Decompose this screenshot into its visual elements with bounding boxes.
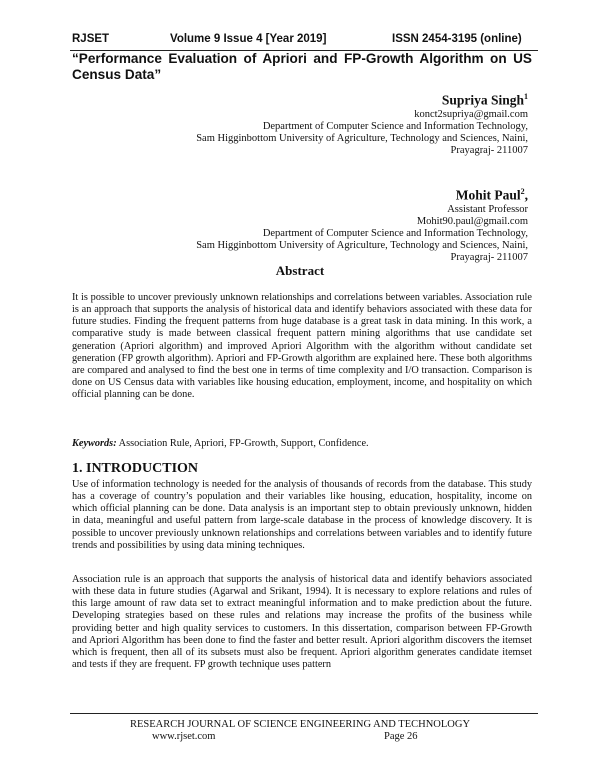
footer-line: [152, 731, 452, 742]
author-university: Sam Higginbottom University of Agriculture, Technology and Sciences, Naini,: [196, 132, 528, 144]
author-name: Mohit Paul$^2$,: [455, 187, 528, 203]
footer-rule: [70, 713, 538, 714]
keywords-text: Association Rule, Apriori, FP-Growth, Support, Confidence.: [116, 438, 369, 449]
author-dept: Department of Computer Science and Information Technology,: [262, 227, 528, 239]
author-block-2: [58, 183, 528, 265]
footer-journal-name: RESEARCH JOURNAL OF SCIENCE ENGINEERING AND TECHNOLOGY: [129, 719, 471, 730]
keywords-label: Keywords:: [72, 438, 117, 449]
author-email: Mohit90.paul@gmail.com: [416, 215, 528, 227]
issn: ISSN 2454-3195 (online): [392, 33, 522, 45]
author-block-1: [58, 88, 528, 157]
author-dept: Department of Computer Science and Information Technology,: [262, 120, 528, 132]
paper-title: “Performance Evaluation of Apriori and FP-Growth Algorithm on US Census Data”: [72, 51, 532, 82]
intro-paragraph-2: Association rule is an approach that supports the analysis of historical data and identify behaviors associated with these data in future studies (Agarwal and Srikant, 1994). It is necessary to explore relations and rules of this large amount of raw data set to extract meaningful information and to make prediction about the future. Developing strategies based on these rules and relations may increase the profits of the business while providing better and high quality services to customers. In this dissertation, comparison between FP-Growth and Apriori Algorithm has been done to find the faster and better result. Apriori algorithm discovers the itemset which is frequent, then all of its subsets must also be frequent. Apriori algorithm generates candidate itemset and tests if they are frequent. FP growth technique uses pattern: [72, 574, 532, 671]
section-heading: 1. INTRODUCTION: [72, 461, 199, 476]
running-header: [72, 33, 538, 49]
volume-issue: Volume 9 Issue 4 [Year 2019]: [170, 33, 327, 45]
author-role: Assistant Professor: [447, 203, 528, 215]
intro-paragraph-1: Use of information technology is needed for the analysis of thousands of records from the database. This study has a coverage of country’s population and their variables like housing, education, hospitality, income on which official planning can be done. Data analysis is an important step to obtain previously unknown, hidden in data, meaningful and useful pattern from large-scale database in the process of knowledge discovery. It is possible to uncover previously unknown relationships and correlations between variables and to identify future trends and possibilities by using data mining techniques.: [72, 479, 532, 551]
author-email: konct2supriya@gmail.com: [414, 108, 528, 120]
footer-website: www.rjset.com: [152, 731, 216, 742]
author-city: Prayagraj- 211007: [450, 252, 528, 264]
abstract-heading: Abstract: [275, 263, 325, 278]
keywords: [72, 438, 532, 450]
author-university: Sam Higginbottom University of Agriculture, Technology and Sciences, Naini,: [196, 240, 528, 252]
page-number: Page 26: [384, 731, 418, 742]
author-name: Supriya Singh$^1$: [441, 92, 528, 108]
abstract-text: It is possible to uncover previously unknown relationships and correlations between variables. Association rule is an approach that supports the analysis of historical data and identify behaviors associated with these data for future studies. Finding the frequent patterns from huge database is a great task in data mining. In this work, a comparative study is made between classical frequent pattern mining algorithms that use candidate set generation (Apriori algorithm) and improved Apriori Algorithm with the algorithm without candidate set generation (FP growth algorithm). Apriori and FP-Growth algorithm are explained here. These both algorithms are compared and analysed to find the best one in terms of time complexity and I/O transaction. Comparison is done on US Census data with variables like housing education, employment, income, and hospitality on which official planning can be done.: [72, 292, 532, 401]
journal-abbrev: RJSET: [72, 33, 110, 45]
author-city: Prayagraj- 211007: [450, 145, 528, 157]
